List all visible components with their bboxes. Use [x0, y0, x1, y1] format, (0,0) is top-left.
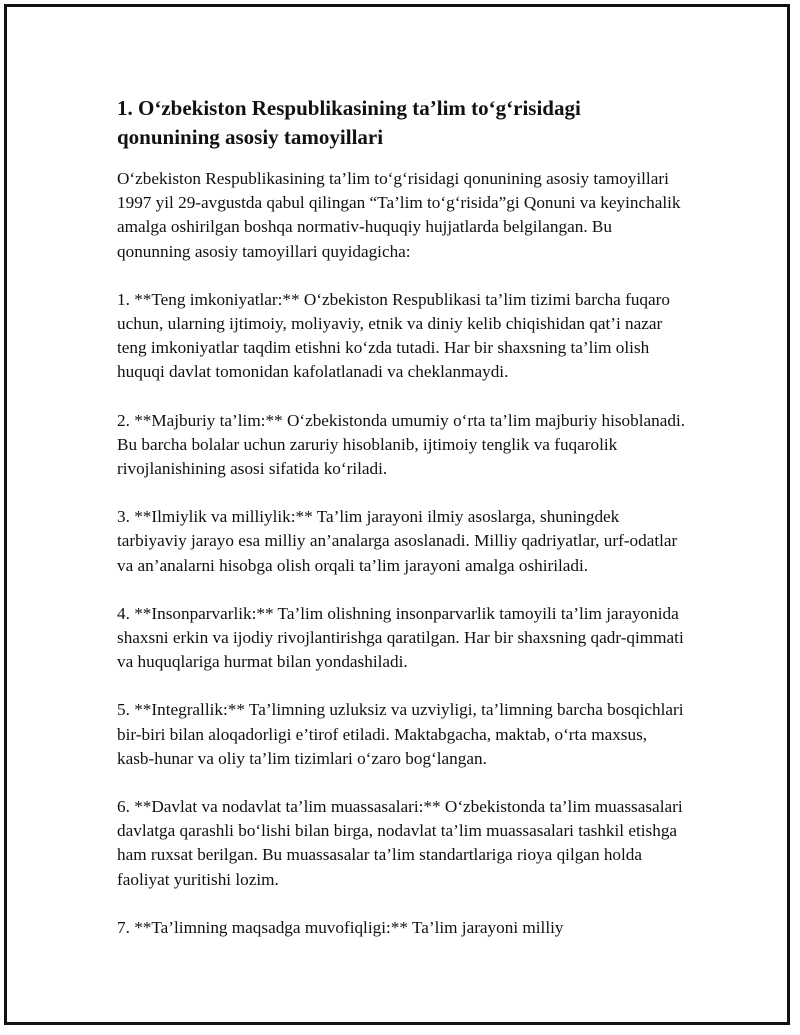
principle-integrality: 5. **Integrallik:** Ta’limning uzluksiz va uzviyligi, ta’limning barcha bosqichlari bir-biri bilan aloqadorligi e’tirof etiladi. Maktabgacha, maktab, o‘rta maxsus, kasb-hunar va oliy ta’lim tizimlari o‘zaro bog‘langan. [117, 700, 684, 768]
document-body [117, 94, 687, 964]
principle-humanism: 4. **Insonparvarlik:** Ta’lim olishning insonparvarlik tamoyili ta’lim jarayonida shaxsni erkin va ijodiy rivojlantirishga qaratilgan. Har bir shaxsning qadr-qimmati va huquqlariga hurmat bilan yondashiladi. [117, 603, 684, 672]
principle-compulsory-education: 2. **Majburiy ta’lim:** O‘zbekistonda umumiy o‘rta ta’lim majburiy hisoblanadi. Bu barcha bolalar uchun zaruriy hisoblanib, ijtimoiy tenglik va fuqarolik rivojlanishining asosi sifatida ko‘riladi. [117, 410, 686, 479]
principle-state-nonstate-institutions: 6. **Davlat va nodavlat ta’lim muassasalari:** O‘zbekistonda ta’lim muassasalari davlatga qarashli bo‘lishi bilan birga, nodavlat ta’lim muassasalari tashkil etishga ham ruxsat berilgan. Bu muassasalar ta’lim standartlariga rioya qilgan holda faoliyat yuritishi lozim. [117, 797, 683, 889]
principle-scientific-national: 3. **Ilmiylik va milliylik:** Ta’lim jarayoni ilmiy asoslarga, shuningdek tarbiyaviy jarayo esa milliy an’analarga asoslanadi. Milliy qadriyatlar, urf-odatlar va an’analarni hisobga olish orqali ta’lim jarayoni amalga oshiriladi. [117, 507, 678, 575]
principle-equal-opportunities: 1. **Teng imkoniyatlar:** O‘zbekiston Respublikasi ta’lim tizimi barcha fuqaro uchun, ularning ijtimoiy, moliyaviy, etnik va diniy kelib chiqishidan qat’i nazar teng imkoniyatlar taqdim etishni ko‘zda tutadi. Har bir shaxsning ta’lim olish huquqi davlat tomonidan kafolatlanadi va cheklanmaydi. [117, 289, 670, 382]
document-title: 1. O‘zbekiston Respublikasining ta’lim to‘g‘risidagi qonunining asosiy tamoyillari [117, 96, 581, 149]
intro-paragraph: O‘zbekiston Respublikasining ta’lim to‘g‘risidagi qonunining asosiy tamoyillari 1997 yil 29-avgustda qabul qilingan “Ta’lim to‘g‘risida”gi Qonuni va keyinchalik amalga oshirilgan boshqa normativ-huquqiy hujjatlarda belgilangan. Bu qonunning asosiy tamoyillari quyidagicha: [117, 169, 681, 261]
principle-purposefulness: 7. **Ta’limning maqsadga muvofiqligi:** Ta’lim jarayoni milliy [117, 917, 564, 937]
